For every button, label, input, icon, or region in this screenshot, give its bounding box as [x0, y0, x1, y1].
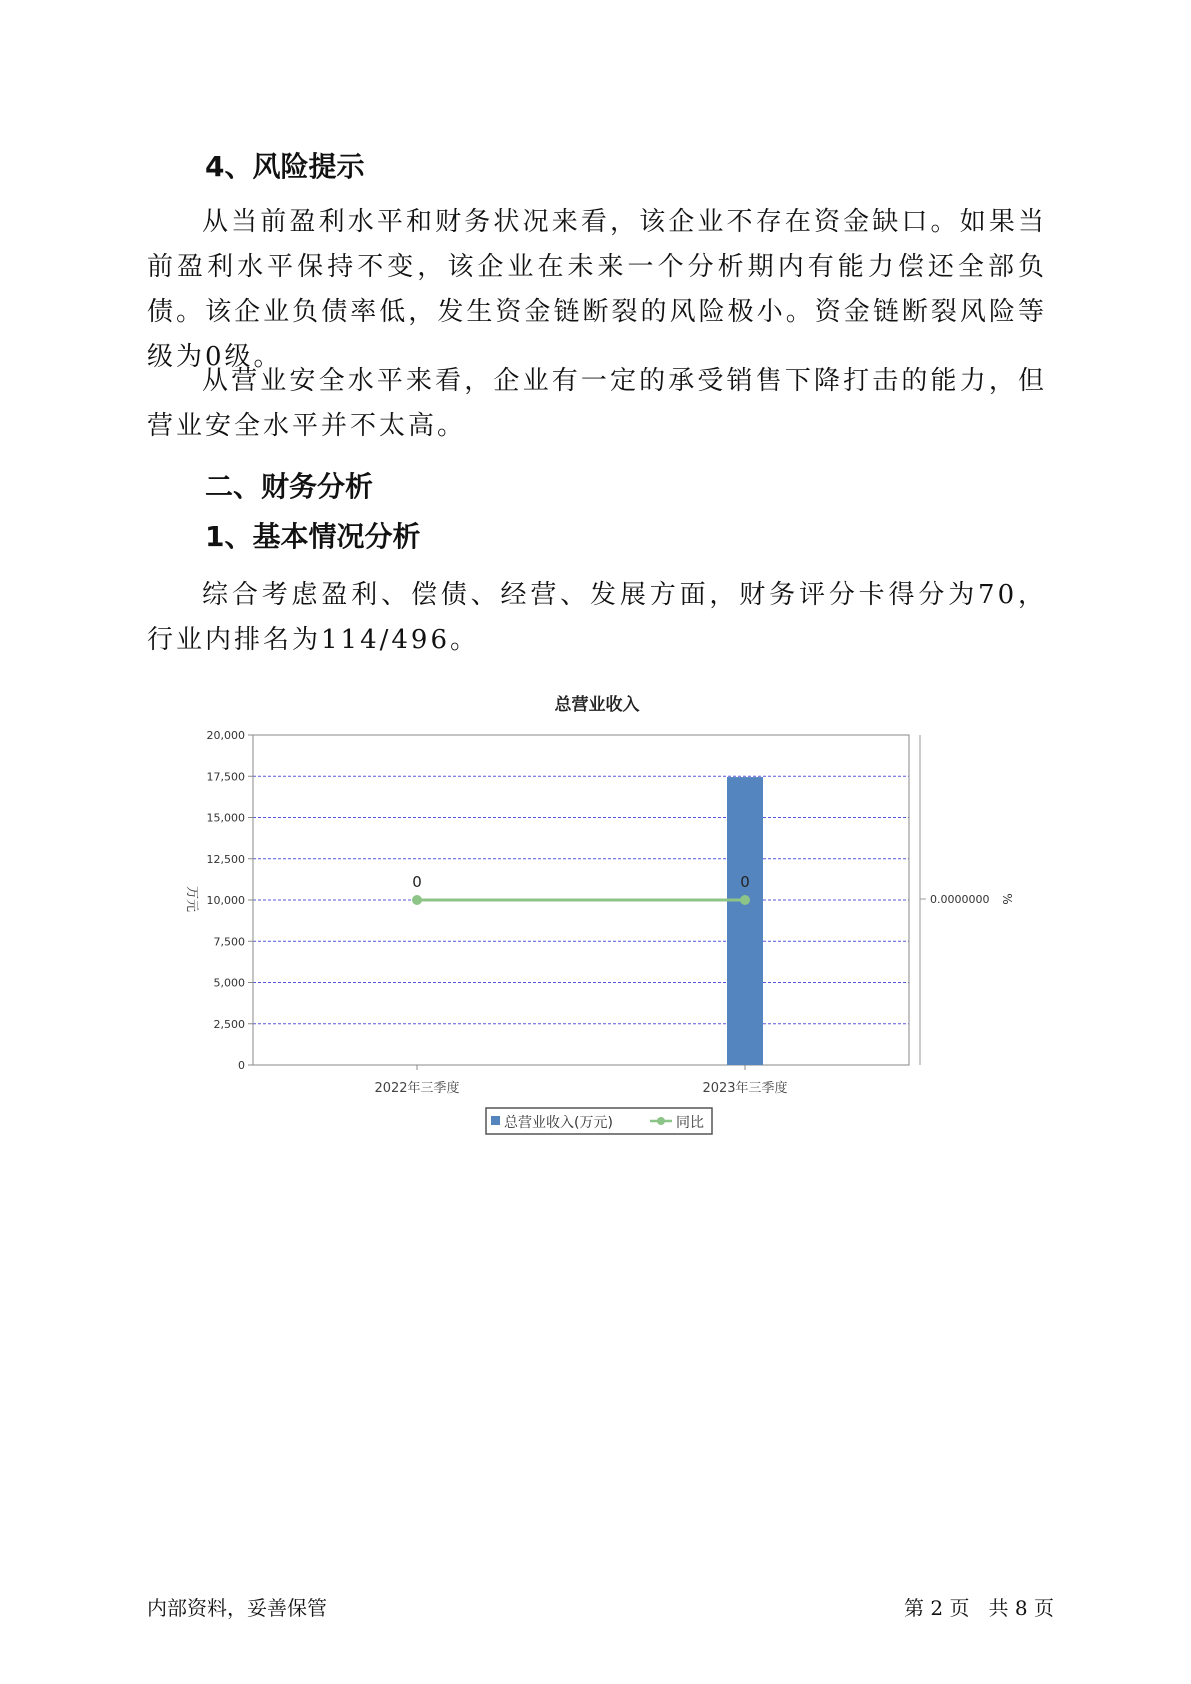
yoy-point: [412, 895, 422, 905]
chart-x-ticks: [374, 1065, 787, 1096]
secondary-axis-label: %: [1000, 893, 1014, 905]
legend-bar-swatch: [491, 1116, 500, 1125]
y-tick-label: 2,500: [213, 1017, 245, 1031]
yoy-data-label: 0: [740, 873, 750, 891]
y-tick-label: 7,500: [213, 935, 245, 949]
x-tick-label: 2023年三季度: [702, 1081, 788, 1096]
footer-page-number: 第 2 页 共 8 页: [904, 1596, 1054, 1620]
y-tick-label: 12,500: [206, 852, 245, 866]
yoy-point: [740, 895, 750, 905]
chart-legend: [486, 1108, 712, 1134]
finance-analysis-heading: 二、财务分析: [205, 470, 374, 503]
legend-line-label: 同比: [676, 1115, 704, 1131]
risk-paragraph-1: 从当前盈利水平和财务状况来看，该企业不存在资金缺口。如果当前盈利水平保持不变，该企业在未来一个分析期内有能力偿还全部负债。该企业负债率低，发生资金链断裂的风险极小。资金链断裂风险等级为0级。: [147, 207, 1047, 372]
basic-analysis-paragraph: 综合考虑盈利、偿债、经营、发展方面，财务评分卡得分为70，行业内排名为114/496。: [147, 580, 1047, 655]
y-axis-label: 万元: [184, 885, 199, 913]
secondary-axis-tick-label: 0.0000000: [930, 893, 990, 906]
line-series: [412, 873, 750, 905]
risk-heading: 4、风险提示: [205, 150, 365, 183]
footer-left: 内部资料，妥善保管: [147, 1596, 327, 1620]
y-tick-label: 10,000: [206, 894, 245, 907]
y-tick-label: 17,500: [206, 770, 245, 784]
y-tick-label: 15,000: [206, 811, 245, 825]
basic-analysis-heading: 1、基本情况分析: [205, 520, 421, 553]
risk-paragraph-2: 从营业安全水平来看，企业有一定的承受销售下降打击的能力，但营业安全水平并不太高。: [147, 366, 1047, 441]
y-tick-label: 5,000: [213, 976, 245, 990]
legend-line-marker: [657, 1117, 665, 1125]
chart-y-ticks: [207, 729, 254, 1072]
legend-bar-label: 总营业收入(万元): [504, 1115, 613, 1131]
chart-gridlines: [253, 735, 909, 1024]
bar-series: [727, 777, 763, 1065]
revenue-bar: [727, 777, 763, 1065]
y-tick-label: 0: [238, 1059, 245, 1072]
y-tick-label: 20,000: [206, 729, 245, 742]
yoy-data-label: 0: [412, 873, 422, 891]
x-tick-label: 2022年三季度: [374, 1081, 460, 1096]
chart-title: 总营业收入: [554, 695, 640, 715]
